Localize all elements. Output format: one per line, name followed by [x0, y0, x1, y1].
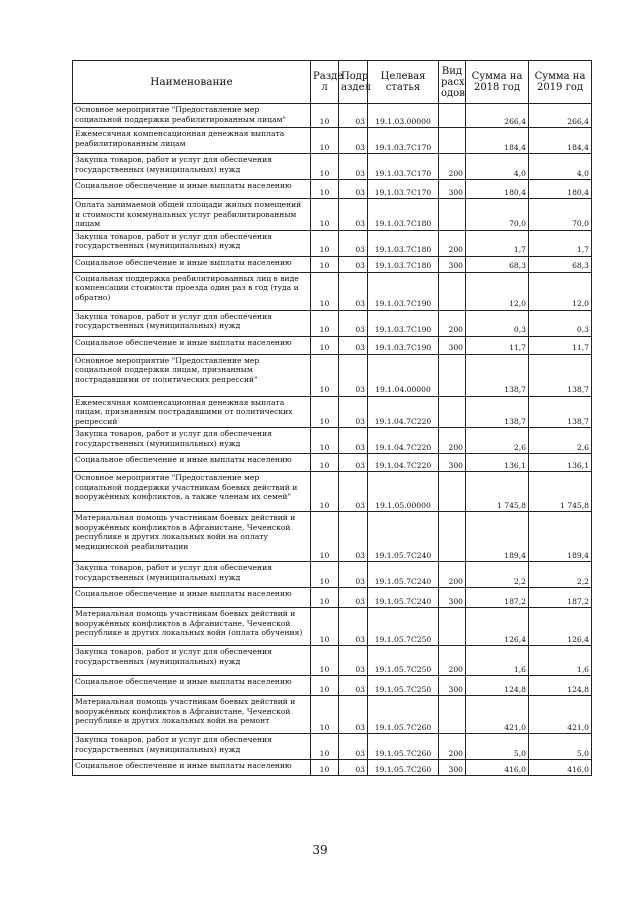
cell-vid: 200	[439, 428, 466, 454]
cell-sum2019: 189,4	[529, 512, 592, 562]
cell-name: Ежемесячная компенсационная денежная выплата лицам, признанным пострадавшими от политических репрессий	[73, 396, 311, 428]
cell-celevaya: 19.1.05.7С250	[368, 646, 439, 676]
cell-sum2018: 416,0	[466, 760, 529, 776]
cell-name: Оплата занимаемой общей площади жилых помещений и стоимости коммунальных услуг реабилитированным лицам	[73, 199, 311, 231]
cell-celevaya: 19.1.04.7С220	[368, 396, 439, 428]
cell-sum2018: 138,7	[466, 354, 529, 396]
table-row	[73, 310, 592, 336]
cell-razdel: 10	[311, 272, 339, 310]
cell-razdel: 10	[311, 230, 339, 256]
cell-vid: 300	[439, 180, 466, 199]
cell-podrazdel: 03	[339, 230, 368, 256]
cell-vid: 300	[439, 256, 466, 272]
cell-name: Основное мероприятие "Предоставление мер социальной поддержки реабилитированным лицам"	[73, 104, 311, 128]
cell-vid: 300	[439, 760, 466, 776]
cell-celevaya: 19.1.05.7С240	[368, 588, 439, 608]
cell-sum2019: 68,3	[529, 256, 592, 272]
cell-sum2019: 138,7	[529, 354, 592, 396]
table-row	[73, 608, 592, 646]
cell-razdel: 10	[311, 396, 339, 428]
cell-sum2018: 421,0	[466, 696, 529, 734]
cell-name: Социальное обеспечение и иные выплаты населению	[73, 256, 311, 272]
cell-sum2019: 2,2	[529, 562, 592, 588]
cell-razdel: 10	[311, 310, 339, 336]
cell-podrazdel: 03	[339, 562, 368, 588]
table-row	[73, 454, 592, 472]
cell-celevaya: 19.1.05.7С260	[368, 696, 439, 734]
cell-sum2018: 68,3	[466, 256, 529, 272]
cell-podrazdel: 03	[339, 734, 368, 760]
cell-name: Материальная помощь участникам боевых действий и вооружённых конфликтов в Афганистане, Чеченской республике и других локальных войн на ремонт	[73, 696, 311, 734]
cell-vid	[439, 272, 466, 310]
cell-vid	[439, 104, 466, 128]
cell-celevaya: 19.1.05.7С260	[368, 760, 439, 776]
cell-vid: 300	[439, 676, 466, 696]
cell-celevaya: 19.1.03.7С170	[368, 180, 439, 199]
cell-razdel: 10	[311, 354, 339, 396]
cell-name: Социальное обеспечение и иные выплаты населению	[73, 588, 311, 608]
cell-name: Социальное обеспечение и иные выплаты населению	[73, 180, 311, 199]
cell-sum2019: 180,4	[529, 180, 592, 199]
table-row	[73, 230, 592, 256]
table-row	[73, 760, 592, 776]
cell-celevaya: 19.1.03.7С170	[368, 154, 439, 180]
header-razdel: Разде л	[311, 61, 339, 104]
header-vid: Вид расх одов	[439, 61, 466, 104]
cell-celevaya: 19.1.03.7С190	[368, 310, 439, 336]
cell-sum2019: 1,6	[529, 646, 592, 676]
cell-podrazdel: 03	[339, 396, 368, 428]
cell-sum2019: 124,8	[529, 676, 592, 696]
cell-podrazdel: 03	[339, 180, 368, 199]
cell-sum2019: 187,2	[529, 588, 592, 608]
cell-name: Социальное обеспечение и иные выплаты населению	[73, 454, 311, 472]
cell-vid	[439, 128, 466, 154]
cell-sum2018: 180,4	[466, 180, 529, 199]
cell-sum2019: 416,0	[529, 760, 592, 776]
cell-vid	[439, 608, 466, 646]
cell-podrazdel: 03	[339, 128, 368, 154]
table-row	[73, 734, 592, 760]
table-body	[73, 104, 592, 776]
cell-name: Основное мероприятие "Предоставление мер социальной поддержки участникам боевых действий и вооружённых конфликтов, а также членам их семей"	[73, 472, 311, 512]
cell-sum2019: 12,0	[529, 272, 592, 310]
cell-celevaya: 19.1.03.7С180	[368, 199, 439, 231]
cell-sum2019: 1,7	[529, 230, 592, 256]
table-row	[73, 256, 592, 272]
table-row	[73, 562, 592, 588]
cell-razdel: 10	[311, 472, 339, 512]
cell-podrazdel: 03	[339, 428, 368, 454]
table-row	[73, 199, 592, 231]
cell-name: Материальная помощь участникам боевых действий и вооружённых конфликтов в Афганистане, Чеченской республике и других локальных войн (оплата обучения)	[73, 608, 311, 646]
cell-razdel: 10	[311, 734, 339, 760]
cell-sum2018: 266,4	[466, 104, 529, 128]
cell-razdel: 10	[311, 180, 339, 199]
cell-vid: 200	[439, 562, 466, 588]
cell-vid	[439, 472, 466, 512]
table-row	[73, 104, 592, 128]
cell-vid: 200	[439, 310, 466, 336]
cell-name: Закупка товаров, работ и услуг для обеспечения государственных (муниципальных) нужд	[73, 562, 311, 588]
cell-sum2018: 4,0	[466, 154, 529, 180]
cell-celevaya: 19.1.03.7С190	[368, 272, 439, 310]
cell-podrazdel: 03	[339, 646, 368, 676]
cell-sum2018: 11,7	[466, 336, 529, 354]
cell-razdel: 10	[311, 104, 339, 128]
cell-razdel: 10	[311, 199, 339, 231]
cell-sum2018: 124,8	[466, 676, 529, 696]
cell-razdel: 10	[311, 256, 339, 272]
cell-sum2018: 184,4	[466, 128, 529, 154]
cell-celevaya: 19.1.05.7С240	[368, 512, 439, 562]
cell-name: Социальное обеспечение и иные выплаты населению	[73, 676, 311, 696]
cell-podrazdel: 03	[339, 199, 368, 231]
cell-sum2019: 70,0	[529, 199, 592, 231]
cell-sum2018: 12,0	[466, 272, 529, 310]
cell-podrazdel: 03	[339, 454, 368, 472]
cell-celevaya: 19.1.05.7С260	[368, 734, 439, 760]
cell-name: Социальное обеспечение и иные выплаты населению	[73, 336, 311, 354]
table-row	[73, 512, 592, 562]
cell-sum2019: 4,0	[529, 154, 592, 180]
cell-sum2019: 0,3	[529, 310, 592, 336]
cell-name: Закупка товаров, работ и услуг для обеспечения государственных (муниципальных) нужд	[73, 310, 311, 336]
table-row	[73, 588, 592, 608]
cell-celevaya: 19.1.05.7С250	[368, 676, 439, 696]
cell-sum2019: 1 745,8	[529, 472, 592, 512]
cell-podrazdel: 03	[339, 760, 368, 776]
cell-sum2019: 136,1	[529, 454, 592, 472]
cell-sum2018: 5,0	[466, 734, 529, 760]
table-row	[73, 428, 592, 454]
cell-sum2019: 5,0	[529, 734, 592, 760]
cell-sum2018: 70,0	[466, 199, 529, 231]
cell-sum2018: 2,2	[466, 562, 529, 588]
cell-name: Ежемесячная компенсационная денежная выплата реабилитированным лицам	[73, 128, 311, 154]
cell-vid	[439, 354, 466, 396]
cell-name: Социальное обеспечение и иные выплаты населению	[73, 760, 311, 776]
cell-sum2018: 126,4	[466, 608, 529, 646]
cell-podrazdel: 03	[339, 676, 368, 696]
cell-celevaya: 19.1.03.7С190	[368, 336, 439, 354]
cell-sum2018: 138,7	[466, 396, 529, 428]
cell-podrazdel: 03	[339, 310, 368, 336]
table-row	[73, 676, 592, 696]
cell-vid: 200	[439, 646, 466, 676]
cell-name: Закупка товаров, работ и услуг для обеспечения государственных (муниципальных) нужд	[73, 154, 311, 180]
cell-razdel: 10	[311, 760, 339, 776]
cell-podrazdel: 03	[339, 272, 368, 310]
cell-sum2019: 126,4	[529, 608, 592, 646]
cell-sum2019: 11,7	[529, 336, 592, 354]
header-sum2019: Сумма на 2019 год	[529, 61, 592, 104]
cell-celevaya: 19.1.03.7С180	[368, 230, 439, 256]
cell-razdel: 10	[311, 588, 339, 608]
cell-podrazdel: 03	[339, 336, 368, 354]
cell-name: Закупка товаров, работ и услуг для обеспечения государственных (муниципальных) нужд	[73, 734, 311, 760]
cell-sum2018: 1 745,8	[466, 472, 529, 512]
cell-celevaya: 19.1.05.7С240	[368, 562, 439, 588]
cell-podrazdel: 03	[339, 104, 368, 128]
cell-podrazdel: 03	[339, 256, 368, 272]
cell-sum2018: 187,2	[466, 588, 529, 608]
cell-sum2018: 2,6	[466, 428, 529, 454]
table-row	[73, 696, 592, 734]
cell-vid: 300	[439, 454, 466, 472]
cell-razdel: 10	[311, 512, 339, 562]
cell-sum2018: 189,4	[466, 512, 529, 562]
cell-podrazdel: 03	[339, 608, 368, 646]
cell-razdel: 10	[311, 608, 339, 646]
cell-razdel: 10	[311, 646, 339, 676]
table-row	[73, 128, 592, 154]
cell-sum2019: 184,4	[529, 128, 592, 154]
cell-celevaya: 19.1.03.7С180	[368, 256, 439, 272]
cell-vid	[439, 512, 466, 562]
header-name: Наименование	[73, 61, 311, 104]
cell-name: Закупка товаров, работ и услуг для обеспечения государственных (муниципальных) нужд	[73, 230, 311, 256]
cell-celevaya: 19.1.03.7С170	[368, 128, 439, 154]
header-sum2018: Сумма на 2018 год	[466, 61, 529, 104]
cell-sum2019: 421,0	[529, 696, 592, 734]
page-number: 39	[312, 843, 328, 857]
cell-razdel: 10	[311, 562, 339, 588]
cell-vid	[439, 696, 466, 734]
table-row	[73, 272, 592, 310]
cell-name: Материальная помощь участникам боевых действий и вооружённых конфликтов в Афганистане, Чеченской республике и других локальных войн на оплату медицинской реабилитации	[73, 512, 311, 562]
cell-vid	[439, 199, 466, 231]
cell-celevaya: 19.1.04.7С220	[368, 428, 439, 454]
cell-podrazdel: 03	[339, 512, 368, 562]
cell-razdel: 10	[311, 676, 339, 696]
cell-sum2019: 266,4	[529, 104, 592, 128]
cell-vid: 300	[439, 588, 466, 608]
table-row	[73, 154, 592, 180]
cell-podrazdel: 03	[339, 696, 368, 734]
cell-name: Основное мероприятие "Предоставление мер социальной поддержки лицам, признанным пострадавшими от политических репрессий"	[73, 354, 311, 396]
header-celevaya: Целевая статья	[368, 61, 439, 104]
cell-vid	[439, 396, 466, 428]
table-row	[73, 336, 592, 354]
cell-name: Закупка товаров, работ и услуг для обеспечения государственных (муниципальных) нужд	[73, 428, 311, 454]
cell-podrazdel: 03	[339, 472, 368, 512]
cell-celevaya: 19.1.04.7С220	[368, 454, 439, 472]
cell-celevaya: 19.1.04.00000	[368, 354, 439, 396]
cell-vid: 200	[439, 154, 466, 180]
table-row	[73, 472, 592, 512]
table-header-row	[73, 61, 592, 104]
cell-vid: 300	[439, 336, 466, 354]
cell-celevaya: 19.1.05.00000	[368, 472, 439, 512]
cell-podrazdel: 03	[339, 354, 368, 396]
table-row	[73, 646, 592, 676]
table-row	[73, 180, 592, 199]
cell-name: Социальная поддержка реабилитированных лиц в виде компенсации стоимости проезда один раз в год (туда и обратно)	[73, 272, 311, 310]
cell-sum2018: 1,7	[466, 230, 529, 256]
cell-razdel: 10	[311, 696, 339, 734]
cell-podrazdel: 03	[339, 154, 368, 180]
table-row	[73, 354, 592, 396]
cell-celevaya: 19.1.05.7С250	[368, 608, 439, 646]
cell-razdel: 10	[311, 454, 339, 472]
table-row	[73, 396, 592, 428]
cell-vid: 200	[439, 230, 466, 256]
cell-vid: 200	[439, 734, 466, 760]
cell-sum2019: 138,7	[529, 396, 592, 428]
budget-table	[72, 60, 592, 776]
cell-razdel: 10	[311, 336, 339, 354]
cell-podrazdel: 03	[339, 588, 368, 608]
cell-name: Закупка товаров, работ и услуг для обеспечения государственных (муниципальных) нужд	[73, 646, 311, 676]
header-podrazdel: Подр аздел	[339, 61, 368, 104]
cell-razdel: 10	[311, 154, 339, 180]
cell-sum2018: 136,1	[466, 454, 529, 472]
cell-razdel: 10	[311, 128, 339, 154]
cell-razdel: 10	[311, 428, 339, 454]
cell-sum2019: 2,6	[529, 428, 592, 454]
cell-sum2018: 1,6	[466, 646, 529, 676]
cell-celevaya: 19.1.03.00000	[368, 104, 439, 128]
cell-sum2018: 0,3	[466, 310, 529, 336]
